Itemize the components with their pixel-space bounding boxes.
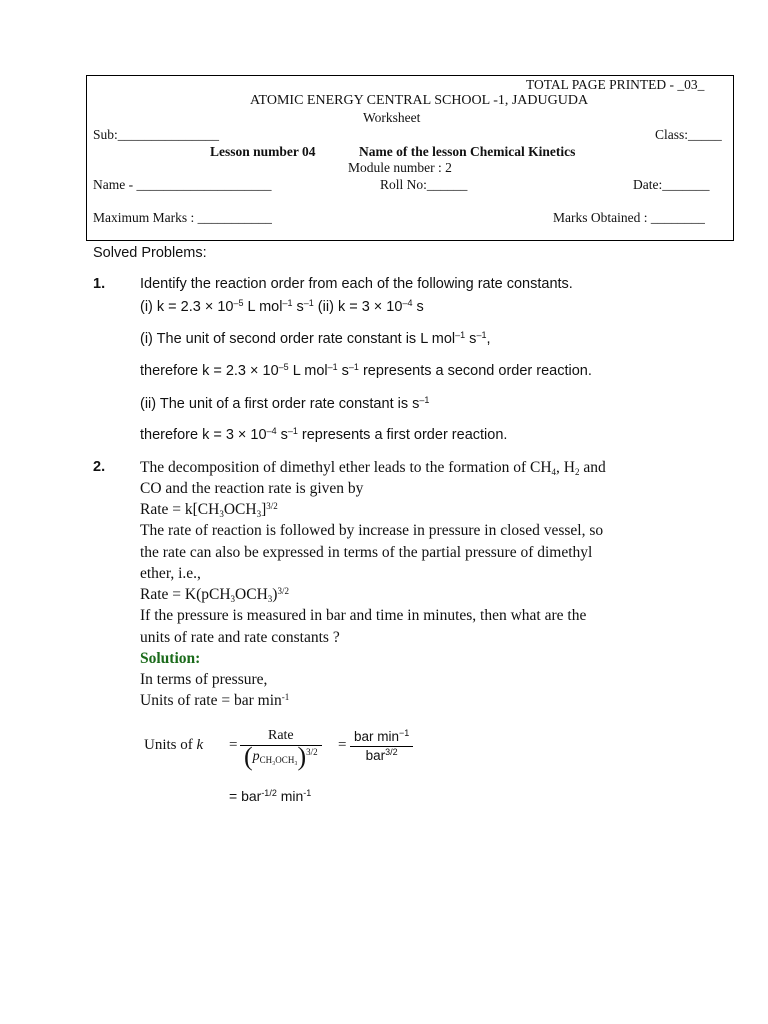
- question-2-line-8: If the pressure is measured in bar and time in minutes, then what are the: [140, 607, 587, 624]
- answer-1-line-4: therefore $k = 3 \times 10^{-4}$ $s^{-1}$ represents a first order reaction.: [140, 426, 508, 443]
- question-1-constants: (i) $k = 2.3 \times 10^{-5}$ L mol$^{-1}$ $s^{-1}$ (ii) $k = 3 \times 10^{-4}$ s: [140, 298, 424, 315]
- units-of-k-label: Units of k: [144, 737, 204, 753]
- question-1-text: Identify the reaction order from each of the following rate constants.: [140, 276, 573, 292]
- units-of-k-result: = bar$^{-1/2}$ $\min^{-1}$: [229, 788, 312, 804]
- date-field: Date:_______: [633, 177, 710, 192]
- maximum-marks-field: Maximum Marks : ___________: [93, 210, 272, 225]
- solution-heading: Solution:: [140, 650, 201, 667]
- equals-sign-2: =: [338, 737, 347, 753]
- answer-1-line-2: therefore $k = 2.3 \times 10^{-5}$ L mol$^{-1}$ $s^{-1}$ represents a second order reaction.: [140, 362, 592, 379]
- subject-field: Sub:_______________: [93, 127, 220, 142]
- answer-1-line-3: (ii) The unit of a first order rate constant is $s^{-1}$: [140, 395, 430, 412]
- rate-law-concentration: Rate = $k[CH_3OCH_3]^{3/2}$: [140, 501, 278, 519]
- rate-law-pressure: Rate = $K(pCH_3OCH_3)^{3/2}$: [140, 586, 289, 604]
- question-2-line-4: The rate of reaction is followed by increase in pressure in closed vessel, so: [140, 522, 604, 539]
- marks-obtained-field: Marks Obtained : ________: [553, 210, 705, 225]
- answer-1-line-1: (i) The unit of second order rate constant is L mol$^{-1}$ $s^{-1}$,: [140, 330, 491, 347]
- roll-number-field: Roll No:______: [380, 177, 468, 192]
- fraction-denominator-pressure: $(p_{CH_3OCH_3})^{3/2}$: [244, 742, 318, 771]
- solved-problems-heading: Solved Problems:: [93, 245, 207, 261]
- class-field: Class:_____: [655, 127, 722, 142]
- module-number: Module number : 2: [348, 160, 452, 175]
- question-2-number: 2.: [93, 459, 106, 475]
- units-of-k-fraction: [240, 727, 322, 771]
- question-2-line-5: the rate can also be expressed in terms of the partial pressure of dimethyl: [140, 544, 593, 561]
- question-2-line-2: CO and the reaction rate is given by: [140, 480, 364, 497]
- question-2-line-1: The decomposition of dimethyl ether leads to the formation of $CH_4$, $H_2$ and: [140, 459, 606, 477]
- name-field: Name - ____________________: [93, 177, 272, 192]
- total-pages-printed: TOTAL PAGE PRINTED - _03_: [526, 77, 705, 92]
- lesson-number: Lesson number 04: [210, 144, 316, 159]
- question-2-line-9: units of rate and rate constants ?: [140, 629, 340, 646]
- solution-line-1: In terms of pressure,: [140, 671, 268, 688]
- equals-sign: =: [229, 737, 238, 753]
- question-2-line-6: ether, i.e.,: [140, 565, 201, 582]
- worksheet-title: Worksheet: [363, 110, 421, 125]
- fraction-numerator-rate: Rate: [240, 727, 322, 746]
- bar-fraction: $\frac{bar \min^{-1}}{bar^{3/2}}$: [350, 728, 413, 765]
- question-1-number: 1.: [93, 276, 106, 292]
- units-of-rate: Units of rate = bar $\min^{-1}$: [140, 692, 290, 709]
- school-name: ATOMIC ENERGY CENTRAL SCHOOL -1, JADUGUDA: [250, 93, 589, 108]
- lesson-name: Name of the lesson Chemical Kinetics: [359, 144, 576, 159]
